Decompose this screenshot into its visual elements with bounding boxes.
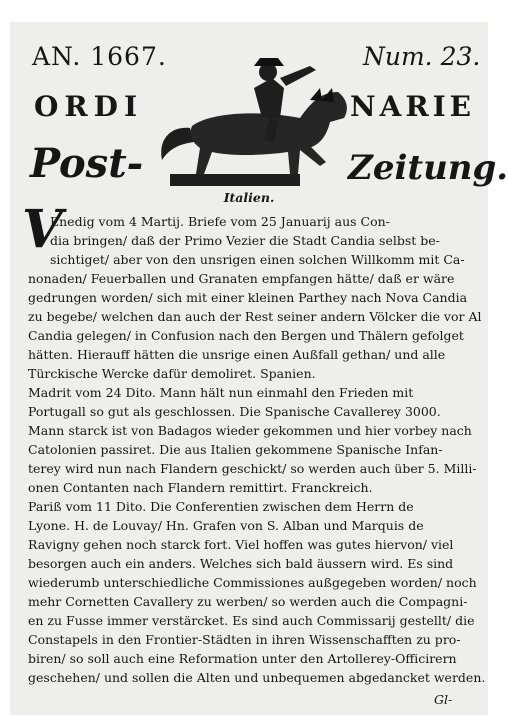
drop-cap: V	[22, 199, 63, 260]
article-line: Candia gelegen/ in Confusion nach den Bergen und Thälern gefolget	[28, 328, 464, 343]
article-line: sichtiget/ aber von den unsrigen einen solchen Willkomm mit Ca-	[50, 252, 465, 267]
title-narie: NARIE	[350, 90, 476, 123]
article-line: nonaden/ Feuerballen und Granaten empfangen hätte/ daß er wäre	[28, 271, 455, 286]
post-rider-woodcut-icon	[150, 48, 358, 192]
masthead	[10, 22, 508, 202]
newspaper-page	[10, 22, 508, 715]
article-line: Portugall so gut als geschlossen. Die Spanische Cavallerey 3000.	[28, 404, 441, 419]
article-line: mehr Cornetten Cavallery zu werben/ so werden auch die Compagni-	[28, 594, 468, 609]
title-zeitung: Zeitung.	[348, 148, 508, 188]
article-line: Constapels in den Frontier-Städten in ihren Wissenschafften zu pro-	[28, 632, 461, 647]
title-post: Post-	[30, 140, 144, 187]
article-line: biren/ so soll auch eine Reformation unter den Artollerey-Officirern	[28, 651, 457, 666]
article-line: Türckische Wercke dafür demoliret. Spanien.	[28, 366, 316, 381]
article-line: Lyone. H. de Louvay/ Hn. Grafen von S. Alban und Marquis de	[28, 518, 424, 533]
article-line: dia bringen/ daß der Primo Vezier die Stadt Candia selbst be-	[50, 233, 440, 248]
article-line: geschehen/ und sollen die Alten und unbequemen abgedancket werden.	[28, 670, 486, 685]
article-line: Ravigny gehen noch starck fort. Viel hoffen was gutes hiervon/ viel	[28, 537, 454, 552]
article-line: Pariß vom 11 Dito. Die Conferentien zwischen dem Herrn de	[28, 499, 414, 514]
article-line: besorgen auch ein anders. Welches sich bald äussern wird. Es sind	[28, 556, 454, 571]
article-line: en zu Fusse immer verstärcket. Es sind auch Commissarij gestellt/ die	[28, 613, 475, 628]
article-line: Madrit vom 24 Dito. Mann hält nun einmahl den Frieden mit	[28, 385, 414, 400]
article-line: Enedig vom 4 Martij. Briefe vom 25 Januarij aus Con-	[50, 214, 390, 229]
article-line: hätten. Hierauff hätten die unsrige einen Außfall gethan/ und alle	[28, 347, 446, 362]
article-line: gedrungen worden/ sich mit einer kleinen Parthey nach Nova Candia	[28, 290, 468, 305]
issue-number: Num. 23.	[363, 42, 481, 71]
title-ordi: ORDI	[34, 90, 144, 123]
article-line: wiederumb unterschiedliche Commissiones außgegeben worden/ noch	[28, 575, 477, 590]
article-line: Catolonien passiret. Die aus Italien gekommene Spanische Infan-	[28, 442, 443, 457]
article-line: onen Contanten nach Flandern remittirt. Franckreich.	[28, 480, 373, 495]
catchword: Gl-	[434, 692, 453, 707]
article-line: Mann starck ist von Badagos wieder gekommen und hier vorbey nach	[28, 423, 472, 438]
year-label: AN. 1667.	[32, 42, 167, 71]
article-line: zu begebe/ welchen dan auch der Rest seiner andern Völcker die vor Al	[28, 309, 482, 324]
section-heading-italien: Italien.	[223, 190, 275, 205]
article-line: terey wird nun nach Flandern geschickt/ so werden auch über 5. Milli-	[28, 461, 477, 476]
